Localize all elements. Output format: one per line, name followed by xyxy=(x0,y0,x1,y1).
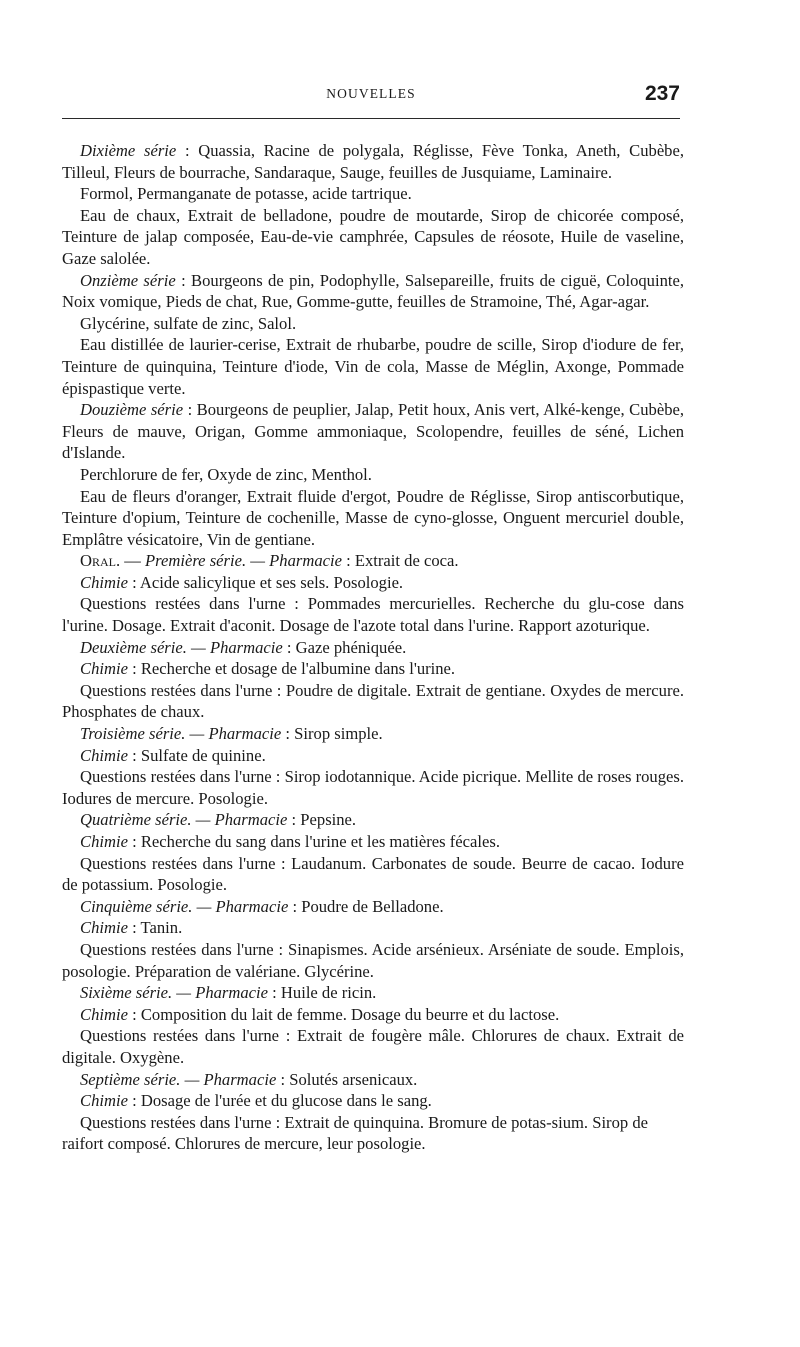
paragraph xyxy=(62,270,684,313)
paragraph xyxy=(62,334,684,399)
paragraph xyxy=(62,917,684,939)
paragraph-lead: Chimie xyxy=(80,1091,128,1111)
paragraph-text: : Pepsine. xyxy=(287,810,357,830)
paragraph-lead: Cinquième série. — Pharmacie xyxy=(80,896,289,916)
paragraph-text: Questions restées dans l'urne : Sirop iodotannique. Acide picrique. Mellite de roses rouges. Iodures de mercure. Posologie. xyxy=(62,767,684,808)
paragraph xyxy=(62,1112,684,1155)
paragraph-lead: Chimie xyxy=(80,832,128,851)
paragraph-text: : Quassia, Racine de polygala, Réglisse, Fève Tonka, Aneth, Cubèbe, Tilleul, Fleurs de bourrache, Sandaraque, Sauge, feuilles de Jusquiame, Laminaire. xyxy=(62,141,684,182)
paragraph-text: Questions restées dans l'urne : Extrait de quinquina. Bromure de potas-sium. Sirop de raifort composé. Chlorures de mercure, leur posologie. xyxy=(62,1112,648,1154)
paragraph-lead: Onzième série xyxy=(80,270,176,290)
paragraph-text: Formol, Permanganate de potasse, acide tartrique. xyxy=(80,184,412,204)
paragraph-text: : Bourgeons de pin, Podophylle, Salsepareille, fruits de ciguë, Coloquinte, Noix vomique, Pieds de chat, Rue, Gomme-gutte, feuilles de Stramoine, Thé, Agar-agar. xyxy=(62,270,685,312)
paragraph-text: . — xyxy=(115,551,146,571)
paragraph-text: : Solutés arsenicaux. xyxy=(276,1069,418,1089)
paragraph-lead: Chimie xyxy=(80,1004,128,1024)
paragraph xyxy=(62,313,684,335)
paragraph-lead: Première série. — Pharmacie xyxy=(145,551,342,571)
paragraph xyxy=(62,399,684,464)
paragraph-text: : Composition du lait de femme. Dosage du beurre et du lactose. xyxy=(127,1004,560,1024)
paragraph xyxy=(62,723,684,745)
paragraph xyxy=(62,140,684,183)
paragraph-text: : Tanin. xyxy=(127,918,183,938)
paragraph-text: : Acide salicylique et ses sels. Posologie. xyxy=(127,572,404,592)
paragraph-text: Questions restées dans l'urne : Pommades mercurielles. Recherche du glu-cose dans l'urine. Dosage. Extrait d'aconit. Dosage de l'azote total dans l'urine. Rapport azoturique. xyxy=(62,594,684,636)
section-label: Oral xyxy=(80,551,116,571)
page-number: 237 xyxy=(644,82,680,105)
paragraph xyxy=(62,593,684,636)
paragraph xyxy=(62,766,684,809)
paragraph-lead: Septième série. — Pharmacie xyxy=(80,1069,277,1089)
page-header xyxy=(62,82,680,108)
paragraph xyxy=(62,183,684,205)
paragraph xyxy=(62,680,684,723)
paragraph-text: : Huile de ricin. xyxy=(268,983,377,1003)
paragraph-text: : Poudre de Belladone. xyxy=(288,896,444,916)
paragraph xyxy=(62,939,684,982)
paragraph-text: Perchlorure de fer, Oxyde de zinc, Menthol. xyxy=(80,464,372,484)
paragraph xyxy=(62,831,684,853)
paragraph-text: : Bourgeons de peuplier, Jalap, Petit houx, Anis vert, Alké-kenge, Cubèbe, Fleurs de mauve, Origan, Gomme ammoniaque, Scolopendre, feuilles de séné, Lichen d'Islande. xyxy=(62,400,685,463)
paragraph-lead: Chimie xyxy=(80,745,128,765)
paragraph xyxy=(62,1025,684,1068)
paragraph-lead: Chimie xyxy=(80,918,128,938)
paragraph xyxy=(62,464,684,486)
paragraph-tail: : Extrait de coca. xyxy=(341,551,459,571)
paragraph-text: : Recherche du sang dans l'urine et les matières fécales. xyxy=(127,832,500,851)
paragraph-lead: Chimie xyxy=(80,659,128,679)
paragraph-lead: Dixième série xyxy=(80,141,177,160)
paragraph-text: Eau de fleurs d'oranger, Extrait fluide d'ergot, Poudre de Réglisse, Sirop antiscorbutique, Teinture d'opium, Teinture de cochenille, Masse de cyno-glosse, Onguent mercuriel double, Emplâtre vésicatoire, Vin de gentiane. xyxy=(62,486,684,549)
paragraph-lead: Chimie xyxy=(80,572,128,592)
running-title: NOUVELLES xyxy=(326,86,416,101)
paragraph-text: Eau distillée de laurier-cerise, Extrait de rhubarbe, poudre de scille, Sirop d'iodure de fer, Teinture de quinquina, Teinture d'iode, Vin de cola, Masse de Méglin, Axonge, Pommade épispastique verte. xyxy=(62,335,684,398)
body-text xyxy=(62,140,684,1155)
paragraph-text: : Sirop simple. xyxy=(281,724,383,744)
paragraph-text: Questions restées dans l'urne : Extrait de fougère mâle. Chlorures de chaux. Extrait de digitale. Oxygène. xyxy=(62,1026,684,1067)
paragraph xyxy=(62,809,684,831)
paragraph xyxy=(62,896,684,918)
paragraph-text: Questions restées dans l'urne : Sinapismes. Acide arsénieux. Arséniate de soude. Emplois, posologie. Préparation de valériane. Glycérine. xyxy=(62,939,684,981)
paragraph-text: : Sulfate de quinine. xyxy=(127,745,266,765)
paragraph xyxy=(62,1090,684,1112)
paragraph-lead: Sixième série. — Pharmacie xyxy=(80,983,269,1003)
paragraph-text: : Gaze phéniquée. xyxy=(282,637,407,657)
paragraph-text: Questions restées dans l'urne : Poudre de digitale. Extrait de gentiane. Oxydes de mercure. Phosphates de chaux. xyxy=(62,680,684,722)
paragraph-text: Questions restées dans l'urne : Laudanum. Carbonates de soude. Beurre de cacao. Iodure de potassium. Posologie. xyxy=(62,853,684,895)
paragraph xyxy=(62,486,684,551)
paragraph xyxy=(62,1004,684,1026)
paragraph-lead: Quatrième série. — Pharmacie xyxy=(80,810,288,830)
paragraph xyxy=(62,550,684,572)
paragraph xyxy=(62,658,684,680)
paragraph xyxy=(62,853,684,896)
paragraph-text: Glycérine, sulfate de zinc, Salol. xyxy=(80,313,297,333)
paragraph xyxy=(62,982,684,1004)
paragraph xyxy=(62,745,684,767)
header-rule xyxy=(62,118,680,119)
paragraph-lead: Douzième série xyxy=(80,400,184,420)
paragraph-text: Eau de chaux, Extrait de belladone, poudre de moutarde, Sirop de chicorée composé, Teinture de jalap composée, Eau-de-vie camphrée, Capsules de réosote, Huile de vaseline, Gaze salolée. xyxy=(62,205,684,268)
paragraph-text: : Dosage de l'urée et du glucose dans le sang. xyxy=(127,1091,432,1111)
paragraph-lead: Deuxième série. — Pharmacie xyxy=(80,637,283,657)
paragraph xyxy=(62,637,684,659)
paragraph xyxy=(62,572,684,594)
paragraph xyxy=(62,1069,684,1091)
paragraph-text: : Recherche et dosage de l'albumine dans l'urine. xyxy=(127,659,456,679)
paragraph-lead: Troisième série. — Pharmacie xyxy=(80,724,282,744)
paragraph xyxy=(62,205,684,270)
